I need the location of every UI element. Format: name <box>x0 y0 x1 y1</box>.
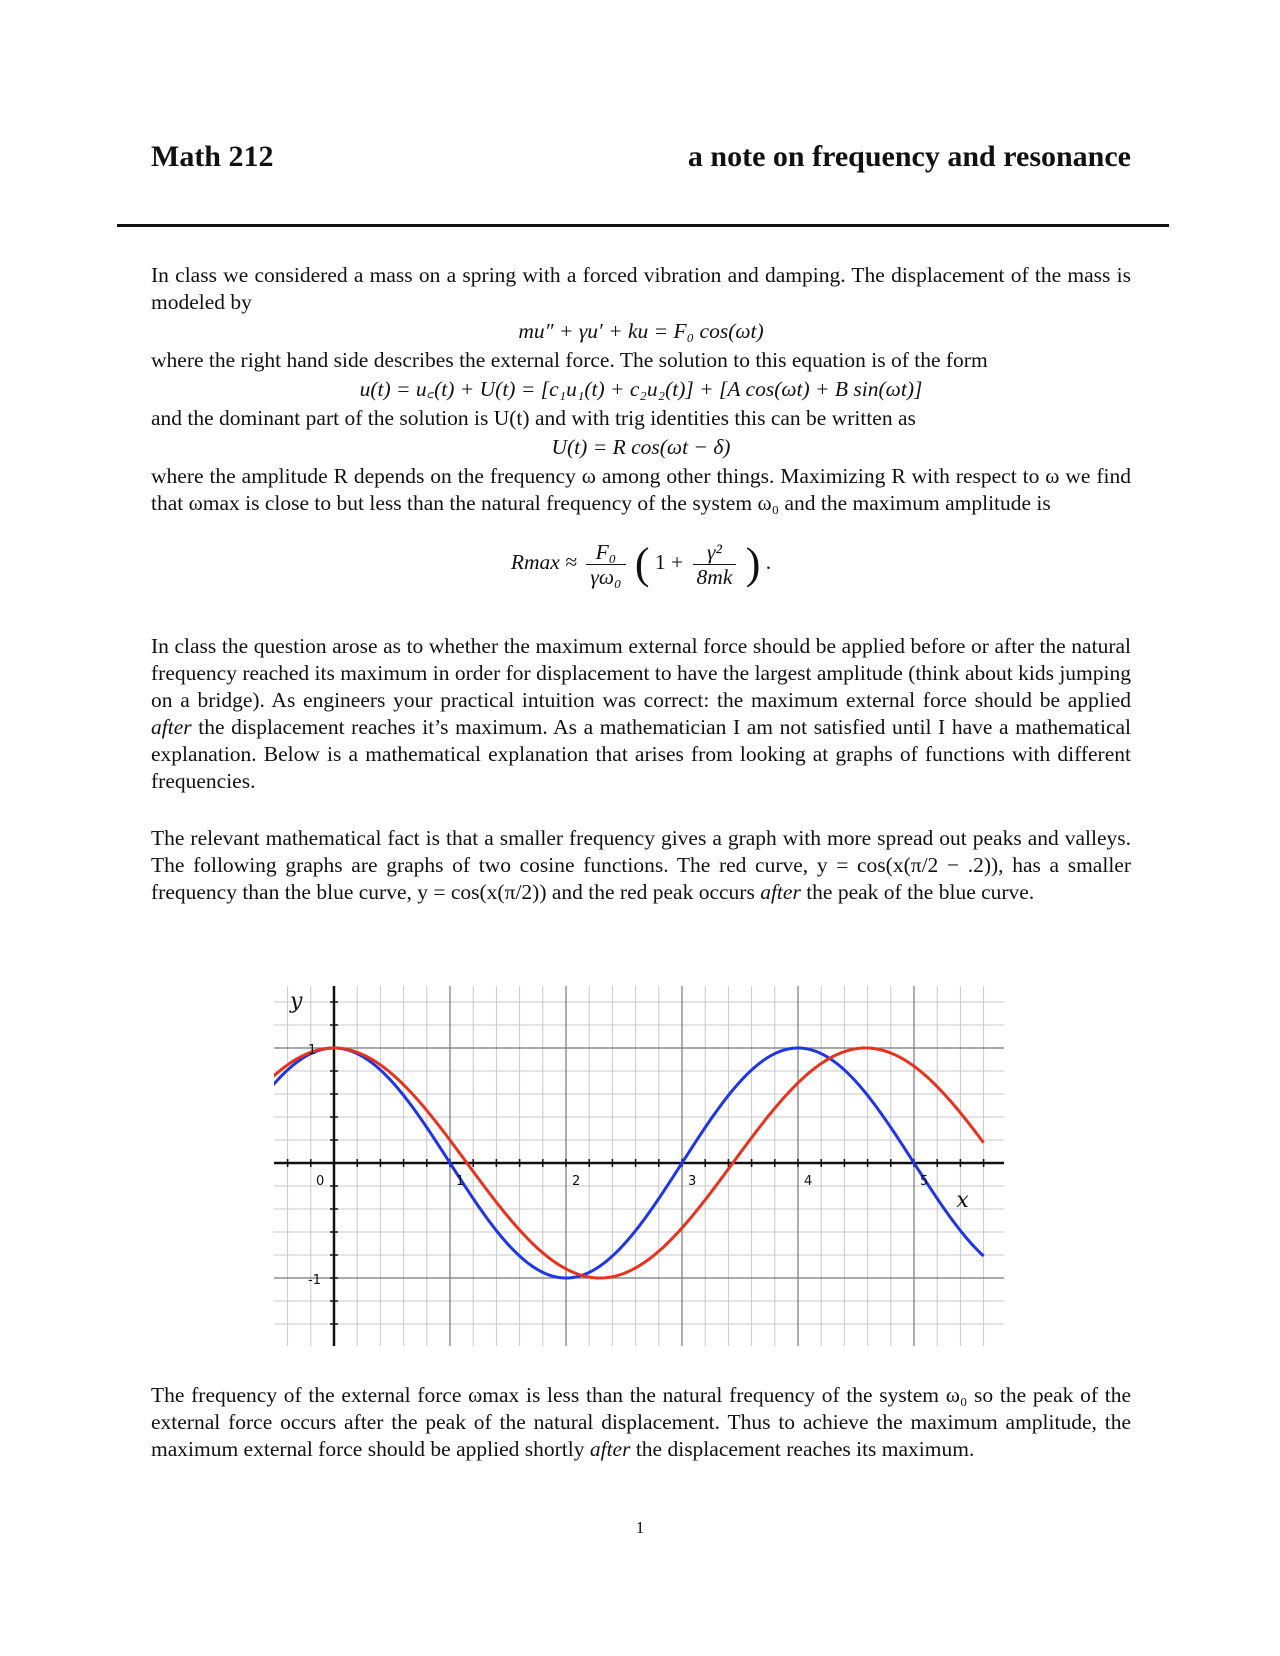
rmax-fraction-2 <box>693 540 737 589</box>
x-tick-label: 2 <box>572 1174 581 1189</box>
rmax-one-plus: 1 + <box>654 550 684 574</box>
x-tick-label: 5 <box>920 1174 929 1189</box>
equation-rmax <box>151 527 1131 597</box>
intro-paragraph-3: and the dominant part of the solution is U(t) and with trig identities this can be written as <box>151 406 916 430</box>
rmax-den2: 8mk <box>696 564 733 589</box>
rmax-num: F₀ <box>586 540 625 565</box>
chart-axes <box>274 986 1004 1346</box>
left-paren: ( <box>634 539 650 589</box>
x-axis-label: x <box>956 1188 969 1213</box>
document-title: a note on frequency and resonance <box>687 140 1131 173</box>
x-tick-label: 1 <box>456 1174 465 1189</box>
closing-paragraph <box>151 1382 1131 1463</box>
header-rule <box>117 224 1169 227</box>
intro-paragraph-2: where the right hand side describes the external force. The solution to this equation is of the form <box>151 348 988 372</box>
x-tick-label: 0 <box>316 1174 325 1189</box>
y-tick-label: -1 <box>308 1273 321 1288</box>
paragraph-before-after <box>151 633 1131 795</box>
para2-text-b: the displacement reaches it’s maximum. As a mathematician I am not satisfied until I have a mathematical explanation. Below is a mathematical explanation that arises from looking at graphs of functions with different frequencies. <box>151 715 1131 793</box>
right-paren: ) <box>745 539 761 589</box>
x-tick-label: 3 <box>688 1174 697 1189</box>
rmax-num2: γ² <box>693 540 737 565</box>
rmax-den: γω₀ <box>590 564 622 589</box>
course-title: Math 212 <box>151 140 274 173</box>
intro-paragraph-1: In class we considered a mass on a spring with a forced vibration and damping. The displacement of the mass is modeled by <box>151 263 1131 314</box>
rmax-fraction-1 <box>586 540 625 589</box>
y-tick-label: 1 <box>308 1043 317 1058</box>
equation-ode: mu″ + γu′ + ku = F₀ cos(ωt) <box>518 319 764 343</box>
rmax-lhs: Rmax ≈ <box>510 550 577 574</box>
para2-emphasis: after <box>151 715 192 739</box>
para3-text-b: the peak of the blue curve. <box>800 880 1035 904</box>
cosine-chart <box>274 986 1004 1346</box>
rmax-end: . <box>765 550 772 574</box>
closing-emphasis: after <box>589 1437 631 1461</box>
intro-paragraph-4: where the amplitude R depends on the frequency ω among other things. Maximizing R with respect to ω we find that ωmax is close to but less than the natural frequency of the system ω₀ and the maximum amplitude is <box>151 464 1131 515</box>
chart-grid <box>274 986 1004 1346</box>
closing-text-b: the displacement reaches its maximum. <box>630 1437 975 1461</box>
page-number: 1 <box>635 1518 645 1537</box>
page-header <box>151 140 1131 184</box>
para2-text-a: In class the question arose as to whether the maximum external force should be applied before or after the natural frequency reached its maximum in order for displacement to have the largest amplitude (think about kids jumping on a bridge). As engineers your practical intuition was correct: the maximum external force should be applied <box>151 634 1131 712</box>
closing-text-a: The frequency of the external force ωmax is less than the natural frequency of the system ω₀ so the peak of the external force occurs after the peak of the natural displacement. Thus to achieve the maximum amplitude, the maximum external force should be applied shortly <box>151 1383 1131 1461</box>
para3-text-a: The relevant mathematical fact is that a smaller frequency gives a graph with more spread out peaks and valleys. The following graphs are graphs of two cosine functions. The red curve, y = cos(x(π/2 − .2)), has a smaller frequency than the blue curve, y = cos(x(π/2)) and the red peak occurs <box>151 826 1131 904</box>
paragraph-frequency-fact <box>151 825 1131 906</box>
para3-emphasis: after <box>760 880 801 904</box>
y-axis-label: y <box>290 989 303 1014</box>
main-content <box>151 262 1131 906</box>
x-tick-label: 4 <box>804 1174 813 1189</box>
equation-solution: u(t) = u꜀(t) + U(t) = [c₁u₁(t) + c₂u₂(t)] + [A cos(ωt) + B sin(ωt)] <box>359 377 923 401</box>
equation-dominant: U(t) = R cos(ωt − δ) <box>551 435 731 459</box>
